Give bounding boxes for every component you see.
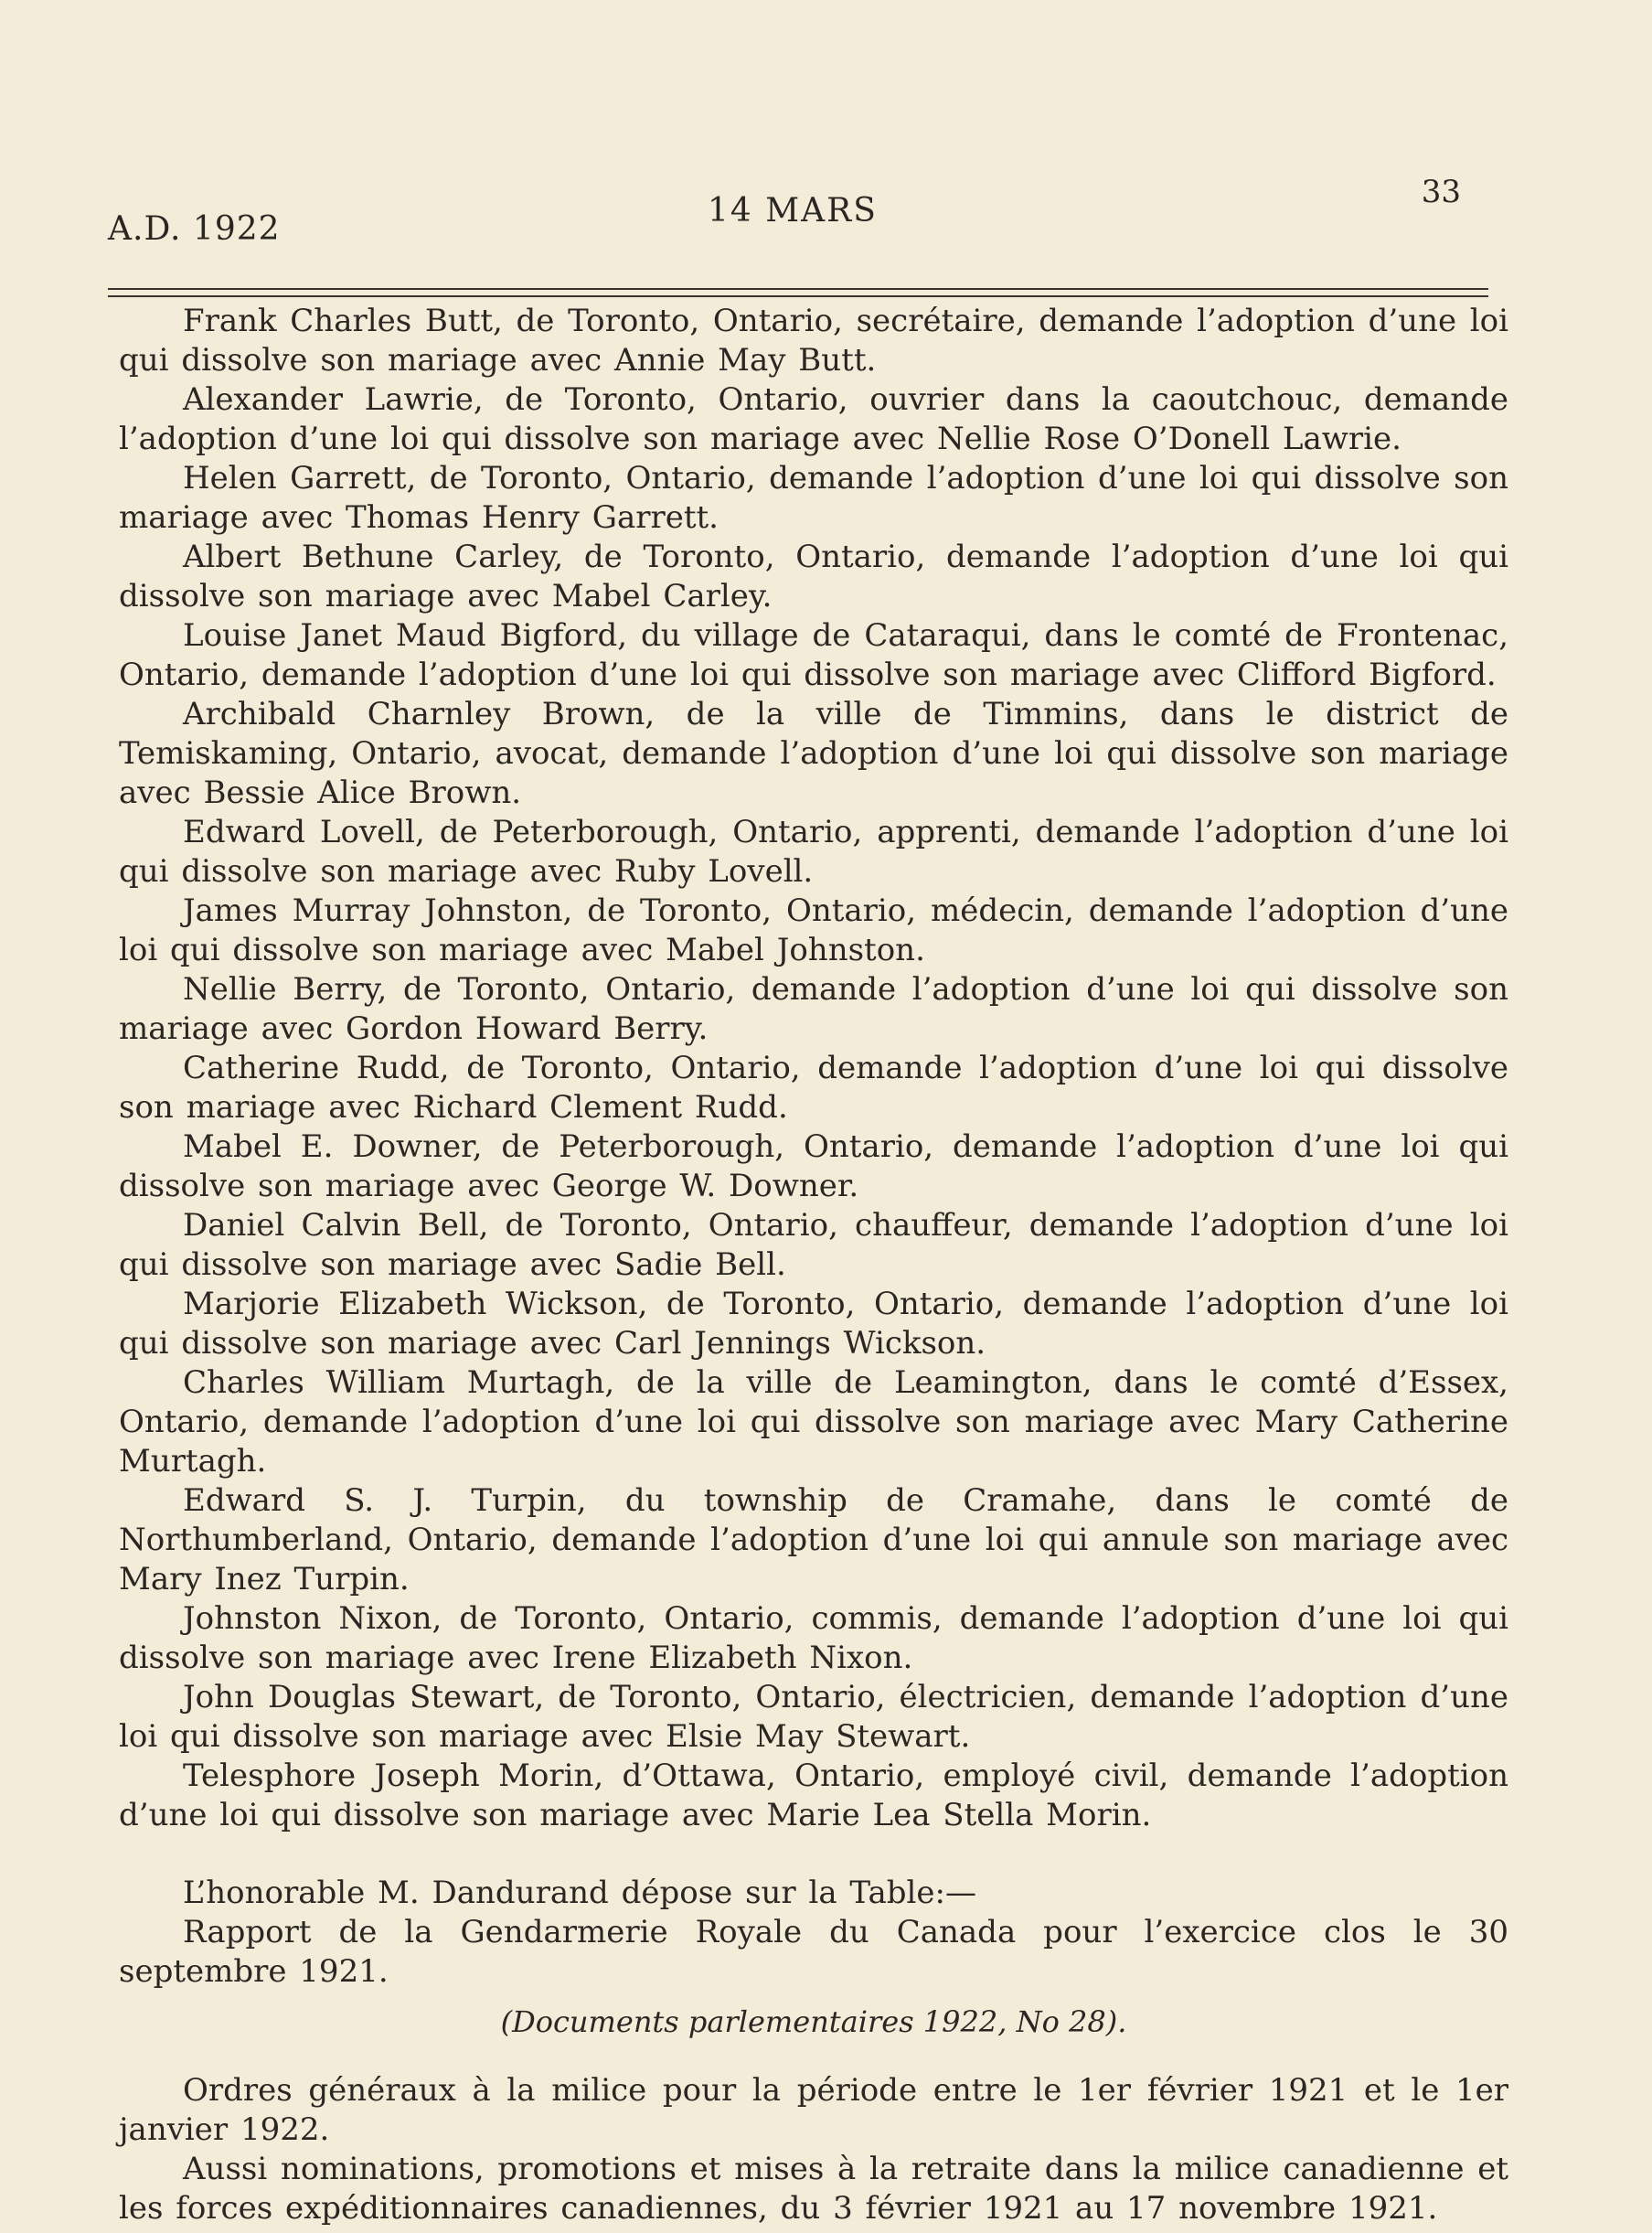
petition-paragraph: John Douglas Stewart, de Toronto, Ontario, électricien, demande l’adoption d’une loi qui dissolve son mariage avec Elsie May Stewart. xyxy=(119,1679,1508,1755)
orders-paragraph: Ordres généraux à la milice pour la période entre le 1er février 1921 et le 1er janvier 1922. xyxy=(119,2072,1508,2148)
date-title: 14 MARS xyxy=(708,192,878,230)
petition-paragraph: Albert Bethune Carley, de Toronto, Ontario, demande l’adoption d’une loi qui dissolve son mariage avec Mabel Carley. xyxy=(119,539,1508,614)
petition-paragraph: Alexander Lawrie, de Toronto, Ontario, ouvrier dans la caoutchouc, demande l’adoption d’une loi qui dissolve son mariage avec Nellie Rose O’Donell Lawrie. xyxy=(119,381,1508,457)
petition-paragraph: Edward Lovell, de Peterborough, Ontario, apprenti, demande l’adoption d’une loi qui dissolve son mariage avec Ruby Lovell. xyxy=(119,814,1508,890)
header-rule-bottom xyxy=(108,295,1488,297)
petition-paragraph: James Murray Johnston, de Toronto, Ontario, médecin, demande l’adoption d’une loi qui dissolve son mariage avec Mabel Johnston. xyxy=(119,892,1508,968)
petition-paragraph: Nellie Berry, de Toronto, Ontario, demande l’adoption d’une loi qui dissolve son mariage avec Gordon Howard Berry. xyxy=(119,971,1508,1047)
petition-paragraph: Charles William Murtagh, de la ville de Leamington, dans le comté d’Essex, Ontario, demande l’adoption d’une loi qui dissolve son mariage avec Mary Catherine Murtagh. xyxy=(119,1364,1508,1480)
petition-paragraph: Helen Garrett, de Toronto, Ontario, demande l’adoption d’une loi qui dissolve son mariage avec Thomas Henry Garrett. xyxy=(119,460,1508,536)
appointments-paragraph: Aussi nominations, promotions et mises à la retraite dans la milice canadienne et les forces expéditionnaires canadiennes, du 3 février 1921 au 17 novembre 1921. xyxy=(119,2151,1508,2227)
report-paragraph: Rapport de la Gendarmerie Royale du Canada pour l’exercice clos le 30 septembre 1921. xyxy=(119,1914,1508,1990)
document-body xyxy=(119,302,1508,2228)
petition-paragraph: Marjorie Elizabeth Wickson, de Toronto, Ontario, demande l’adoption d’une loi qui dissolve son mariage avec Carl Jennings Wickson. xyxy=(119,1286,1508,1362)
tabling-intro: L’honorable M. Dandurand dépose sur la Table:— xyxy=(183,1875,976,1911)
document-reference: (Documents parlementaires 1922, No 28). xyxy=(500,2004,1127,2039)
header-rule-top xyxy=(108,288,1488,290)
section-spacer xyxy=(119,1835,1508,1874)
section-spacer xyxy=(119,2053,1508,2071)
petition-paragraph: Frank Charles Butt, de Toronto, Ontario, secrétaire, demande l’adoption d’une loi qui dissolve son mariage avec Annie May Butt. xyxy=(119,303,1508,379)
petition-paragraph: Mabel E. Downer, de Peterborough, Ontario, demande l’adoption d’une loi qui dissolve son mariage avec George W. Downer. xyxy=(119,1128,1508,1204)
petition-paragraph: Catherine Rudd, de Toronto, Ontario, demande l’adoption d’une loi qui dissolve son mariage avec Richard Clement Rudd. xyxy=(119,1050,1508,1126)
petition-paragraph: Louise Janet Maud Bigford, du village de Cataraqui, dans le comté de Frontenac, Ontario, demande l’adoption d’une loi qui dissolve son mariage avec Clifford Bigford. xyxy=(119,617,1508,693)
petition-paragraph: Telesphore Joseph Morin, d’Ottawa, Ontario, employé civil, demande l’adoption d’une loi qui dissolve son mariage avec Marie Lea Stella Morin. xyxy=(119,1758,1508,1833)
page-number: 33 xyxy=(1421,174,1461,210)
year-label: A.D. 1922 xyxy=(108,210,281,248)
petition-paragraph: Archibald Charnley Brown, de la ville de Timmins, dans le district de Temiskaming, Ontario, avocat, demande l’adoption d’une loi qui dissolve son mariage avec Bessie Alice Brown. xyxy=(119,696,1508,811)
petition-paragraph: Johnston Nixon, de Toronto, Ontario, commis, demande l’adoption d’une loi qui dissolve son mariage avec Irene Elizabeth Nixon. xyxy=(119,1600,1508,1676)
petition-paragraph: Daniel Calvin Bell, de Toronto, Ontario, chauffeur, demande l’adoption d’une loi qui dissolve son mariage avec Sadie Bell. xyxy=(119,1207,1508,1283)
petition-paragraph: Edward S. J. Turpin, du township de Cramahe, dans le comté de Northumberland, Ontario, demande l’adoption d’une loi qui annule son mariage avec Mary Inez Turpin. xyxy=(119,1482,1508,1597)
page-header xyxy=(108,174,1461,248)
